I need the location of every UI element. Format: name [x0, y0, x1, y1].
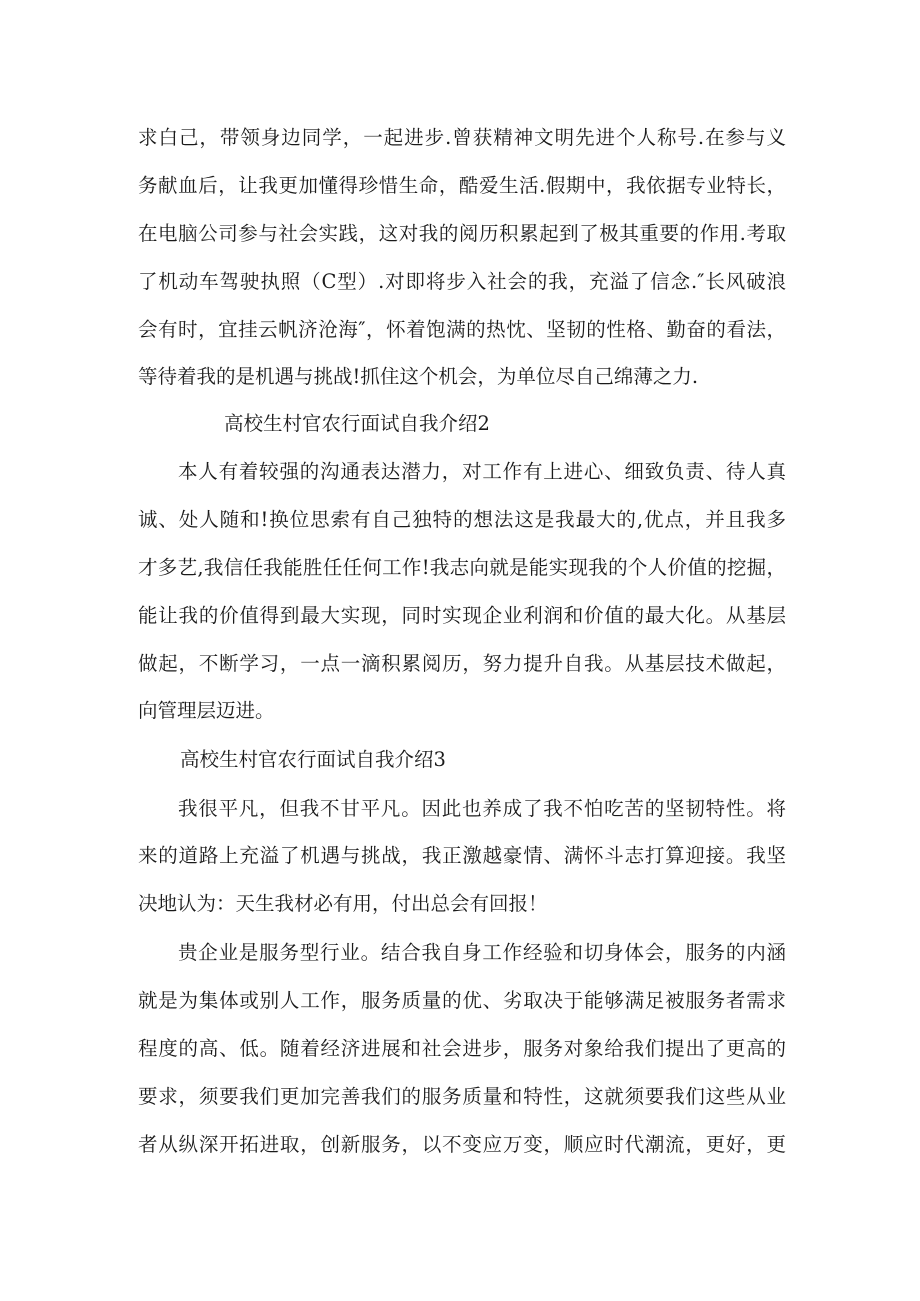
section-heading-3: 高校生村官农行面试自我介绍3 — [180, 748, 446, 771]
paragraph-line: 在电脑公司参与社会实践，这对我的阅历积累起到了极其重要的作用.考取 — [138, 222, 786, 245]
section-heading-2: 高校生村官农行面试自我介绍2 — [224, 412, 490, 435]
paragraph-line: 诚、处人随和!换位思索有自己独特的想法这是我最大的,优点，并且我多 — [138, 508, 786, 531]
paragraph-line: 了机动车驾驶执照（C型）.对即将步入社会的我，充溢了信念.″长风破浪 — [138, 270, 786, 293]
paragraph-line: 务献血后，让我更加懂得珍惜生命，酷爱生活.假期中，我依据专业特长， — [138, 174, 786, 197]
paragraph-line: 程度的高、低。随着经济进展和社会进步，服务对象给我们提出了更高的 — [138, 1037, 786, 1060]
paragraph-line: 来的道路上充溢了机遇与挑战，我正激越豪情、满怀斗志打算迎接。我坚 — [138, 844, 786, 867]
paragraph-line: 要求，须要我们更加完善我们的服务质量和特性，这就须要我们这些从业 — [138, 1085, 786, 1108]
paragraph-line: 向管理层迈进。 — [138, 699, 275, 722]
paragraph-line: 会有时，宜挂云帆济沧海″，怀着饱满的热忱、坚韧的性格、勤奋的看法， — [138, 318, 786, 341]
paragraph-line: 才多艺,我信任我能胜任任何工作!我志向就是能实现我的个人价值的挖掘， — [138, 556, 786, 579]
paragraph-line: 做起，不断学习，一点一滴积累阅历，努力提升自我。从基层技术做起， — [138, 652, 786, 675]
paragraph-line: 本人有着较强的沟通表达潜力，对工作有上进心、细致负责、待人真 — [178, 460, 786, 483]
paragraph-line: 者从纵深开拓进取，创新服务，以不变应万变，顺应时代潮流，更好，更 — [138, 1133, 786, 1156]
paragraph-line: 等待着我的是机遇与挑战!抓住这个机会，为单位尽自己绵薄之力. — [138, 365, 699, 388]
paragraph-line: 我很平凡，但我不甘平凡。因此也养成了我不怕吃苦的坚韧特性。将 — [178, 797, 786, 820]
paragraph-line: 能让我的价值得到最大实现，同时实现企业利润和价值的最大化。从基层 — [138, 604, 786, 627]
paragraph-line: 就是为集体或别人工作，服务质量的优、劣取决于能够满足被服务者需求 — [138, 989, 786, 1012]
paragraph-line: 决地认为：天生我材必有用，付出总会有回报！ — [138, 892, 548, 915]
paragraph-line: 贵企业是服务型行业。结合我自身工作经验和切身体会，服务的内涵 — [178, 941, 786, 964]
paragraph-line: 求白己，带领身边同学，一起进步.曾获精神文明先进个人称号.在参与义 — [138, 126, 786, 149]
